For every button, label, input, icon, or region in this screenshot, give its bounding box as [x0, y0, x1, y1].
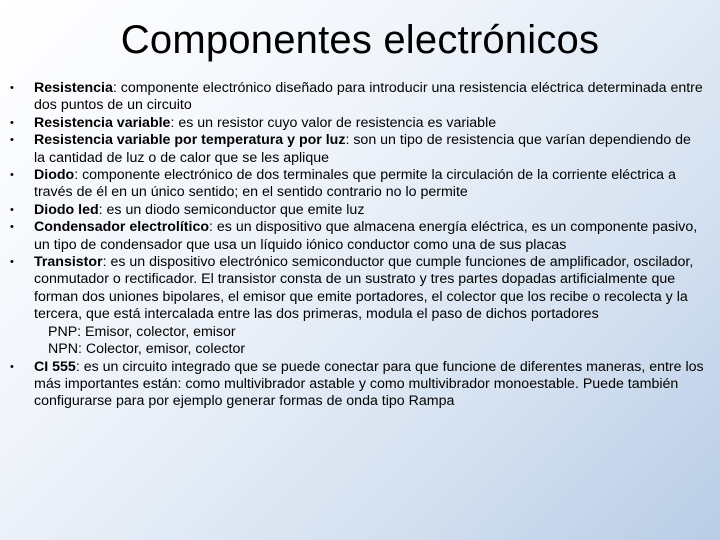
bullet-icon: • — [10, 116, 14, 129]
transistor-type-pnp: PNP: Emisor, colector, emisor — [48, 323, 236, 340]
bullet-icon: • — [10, 203, 14, 216]
bullet-text: : es un dispositivo que almacena energía eléctrica, es un componente pasivo, un tipo de condensador que usa un líquido iónico conductor como una de sus placas — [34, 219, 698, 253]
bullet-term: Transistor — [34, 254, 103, 271]
bullet-icon: • — [10, 360, 14, 373]
transistor-type-npn: NPN: Colector, emisor, colector — [48, 341, 246, 358]
bullet-term: Diodo led — [34, 201, 99, 218]
bullet-text: : es un circuito integrado que se puede conectar para que funcione de diferentes maneras, entre los más importantes están: como multivibrador astable y como multivibrador monoestable. Puede también configurarse para por ejemplo generar formas de onda tipo Rampa — [34, 358, 704, 410]
bullet-item-resistencia — [0, 80, 720, 115]
bullet-icon: • — [10, 82, 14, 94]
bullet-item-ci555 — [0, 359, 720, 411]
bullet-item-resistencia-temp-luz — [0, 132, 720, 167]
bullet-item-diodo — [0, 167, 720, 202]
bullet-text: : es un dispositivo electrónico semiconductor que cumple funciones de amplificador, oscilador, conmutador o rectificador. El transistor consta de un sustrato y tres partes dopadas artificialmente que forman dos uniones bipolares, el emisor que emite portadores, el colector que los recibe o recolecta y la tercera, que está intercalada entre las dos primeras, modula el paso de dichos portadores — [34, 254, 694, 323]
bullet-term: Resistencia variable — [34, 114, 171, 131]
bullet-icon: • — [10, 221, 14, 234]
bullet-term: CI 555 — [34, 358, 76, 375]
bullet-term: Diodo — [34, 167, 75, 184]
bullet-icon: • — [10, 169, 14, 182]
bullet-text: : son un tipo de resistencia que varían dependiendo de la cantidad de luz o de calor que se les aplique — [34, 132, 691, 166]
bullet-text: : es un resistor cuyo valor de resistencia es variable — [170, 114, 497, 131]
bullet-text: : es un diodo semiconductor que emite luz — [98, 201, 365, 218]
bullet-icon: • — [10, 256, 14, 269]
bullet-item-condensador — [0, 219, 720, 254]
bullet-term: Resistencia — [34, 80, 113, 96]
bullet-icon: • — [10, 134, 14, 147]
bullet-text: : componente electrónico diseñado para introducir una resistencia eléctrica determinada entre dos puntos de un circuito — [34, 80, 703, 114]
bullet-term: Condensador electrolítico — [34, 219, 210, 236]
bullet-item-transistor — [0, 254, 720, 358]
bullet-list — [0, 80, 720, 411]
bullet-item-diodo-led — [0, 202, 720, 219]
bullet-text: : componente electrónico de dos terminales que permite la circulación de la corriente eléctrica a través de él en un único sentido; en el sentido contrario no lo permite — [34, 167, 676, 201]
slide-title: Componentes electrónicos — [120, 18, 600, 62]
bullet-item-resistencia-variable — [0, 115, 720, 132]
bullet-term: Resistencia variable por temperatura y por luz — [34, 132, 346, 149]
